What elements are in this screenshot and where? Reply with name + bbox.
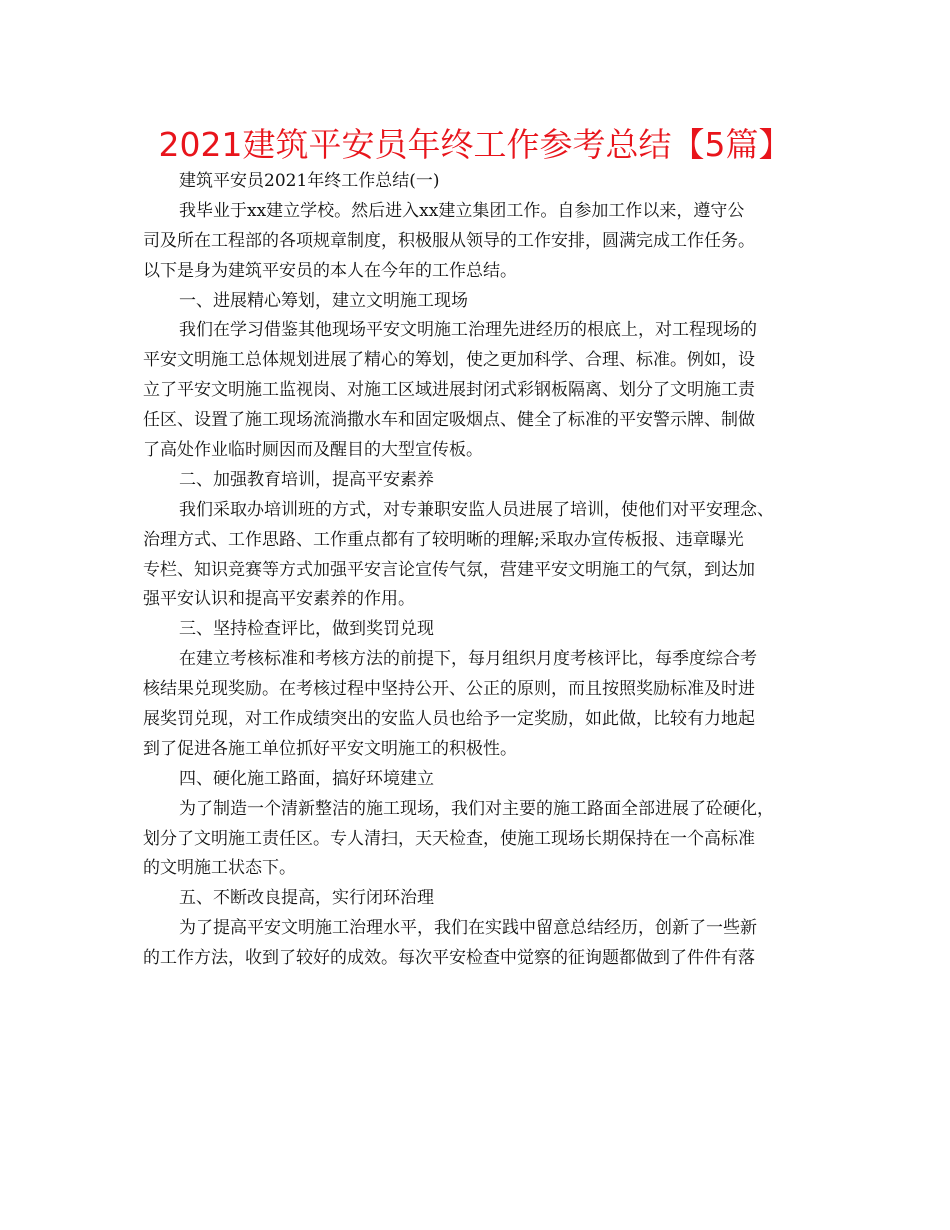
text-line: 到了促进各施工单位抓好平安文明施工的积极性。: [143, 738, 517, 759]
text-line: 立了平安文明施工监视岗、对施工区域进展封闭式彩钢板隔离、划分了文明施工责: [143, 380, 755, 401]
text-line: 强平安认识和提高平安素养的作用。: [143, 589, 415, 610]
text-line: 我们采取办培训班的方式，对专兼职安监人员进展了培训，使他们对平安理念、: [179, 499, 774, 520]
text-line: 以下是身为建筑平安员的本人在今年的工作总结。: [143, 260, 517, 281]
text-line: 五、不断改良提高，实行闭环治理: [179, 888, 434, 909]
text-line: 建筑平安员2021年终工作总结(一): [179, 171, 440, 191]
text-line: 我们在学习借鉴其他现场平安文明施工治理先进经历的根底上，对工程现场的: [179, 320, 757, 341]
text-line: 核结果兑现奖励。在考核过程中坚持公开、公正的原则，而且按照奖励标准及时进: [143, 679, 755, 700]
text-line: 三、坚持检查评比，做到奖罚兑现: [179, 619, 434, 640]
text-line: 了高处作业临时厕因而及醒目的大型宣传板。: [143, 440, 483, 461]
text-line: 的工作方法，收到了较好的成效。每次平安检查中觉察的征询题都做到了件件有落: [143, 948, 755, 969]
text-line: 四、硬化施工路面，搞好环境建立: [179, 768, 434, 789]
document-title: 2021建筑平安员年终工作参考总结【5篇】: [158, 125, 792, 164]
text-line: 的文明施工状态下。: [143, 858, 296, 879]
text-line: 为了制造一个清新整洁的施工现场，我们对主要的施工路面全部进展了砼硬化，: [179, 798, 774, 819]
document-body: [143, 167, 823, 974]
text-line: 展奖罚兑现，对工作成绩突出的安监人员也给予一定奖励，如此做，比较有力地起: [143, 709, 755, 730]
text-line: 划分了文明施工责任区。专人清扫，天天检查，使施工现场长期保持在一个高标准: [143, 828, 755, 849]
text-line: 平安文明施工总体规划进展了精心的筹划，使之更加科学、合理、标准。例如，设: [143, 350, 755, 371]
text-line: 我毕业于xx建立学校。然后进入xx建立集团工作。自参加工作以来，遵守公: [179, 200, 745, 221]
text-line: 一、进展精心筹划，建立文明施工现场: [179, 290, 468, 311]
text-line: 司及所在工程部的各项规章制度，积极服从领导的工作安排，圆满完成工作任务。: [143, 230, 755, 251]
text-line: 专栏、知识竞赛等方式加强平安言论宣传气氛，营建平安文明施工的气氛，到达加: [143, 559, 755, 580]
text-line: 任区、设置了施工现场流淌撒水车和固定吸烟点、健全了标准的平安警示牌、制做: [143, 410, 755, 431]
text-line: 治理方式、工作思路、工作重点都有了较明晰的理解;采取办宣传板报、违章曝光: [143, 529, 744, 550]
text-line: 二、加强教育培训，提高平安素养: [179, 469, 434, 490]
text-line: 为了提高平安文明施工治理水平，我们在实践中留意总结经历，创新了一些新: [179, 918, 757, 939]
text-line: 在建立考核标准和考核方法的前提下，每月组织月度考核评比，每季度综合考: [179, 649, 757, 670]
